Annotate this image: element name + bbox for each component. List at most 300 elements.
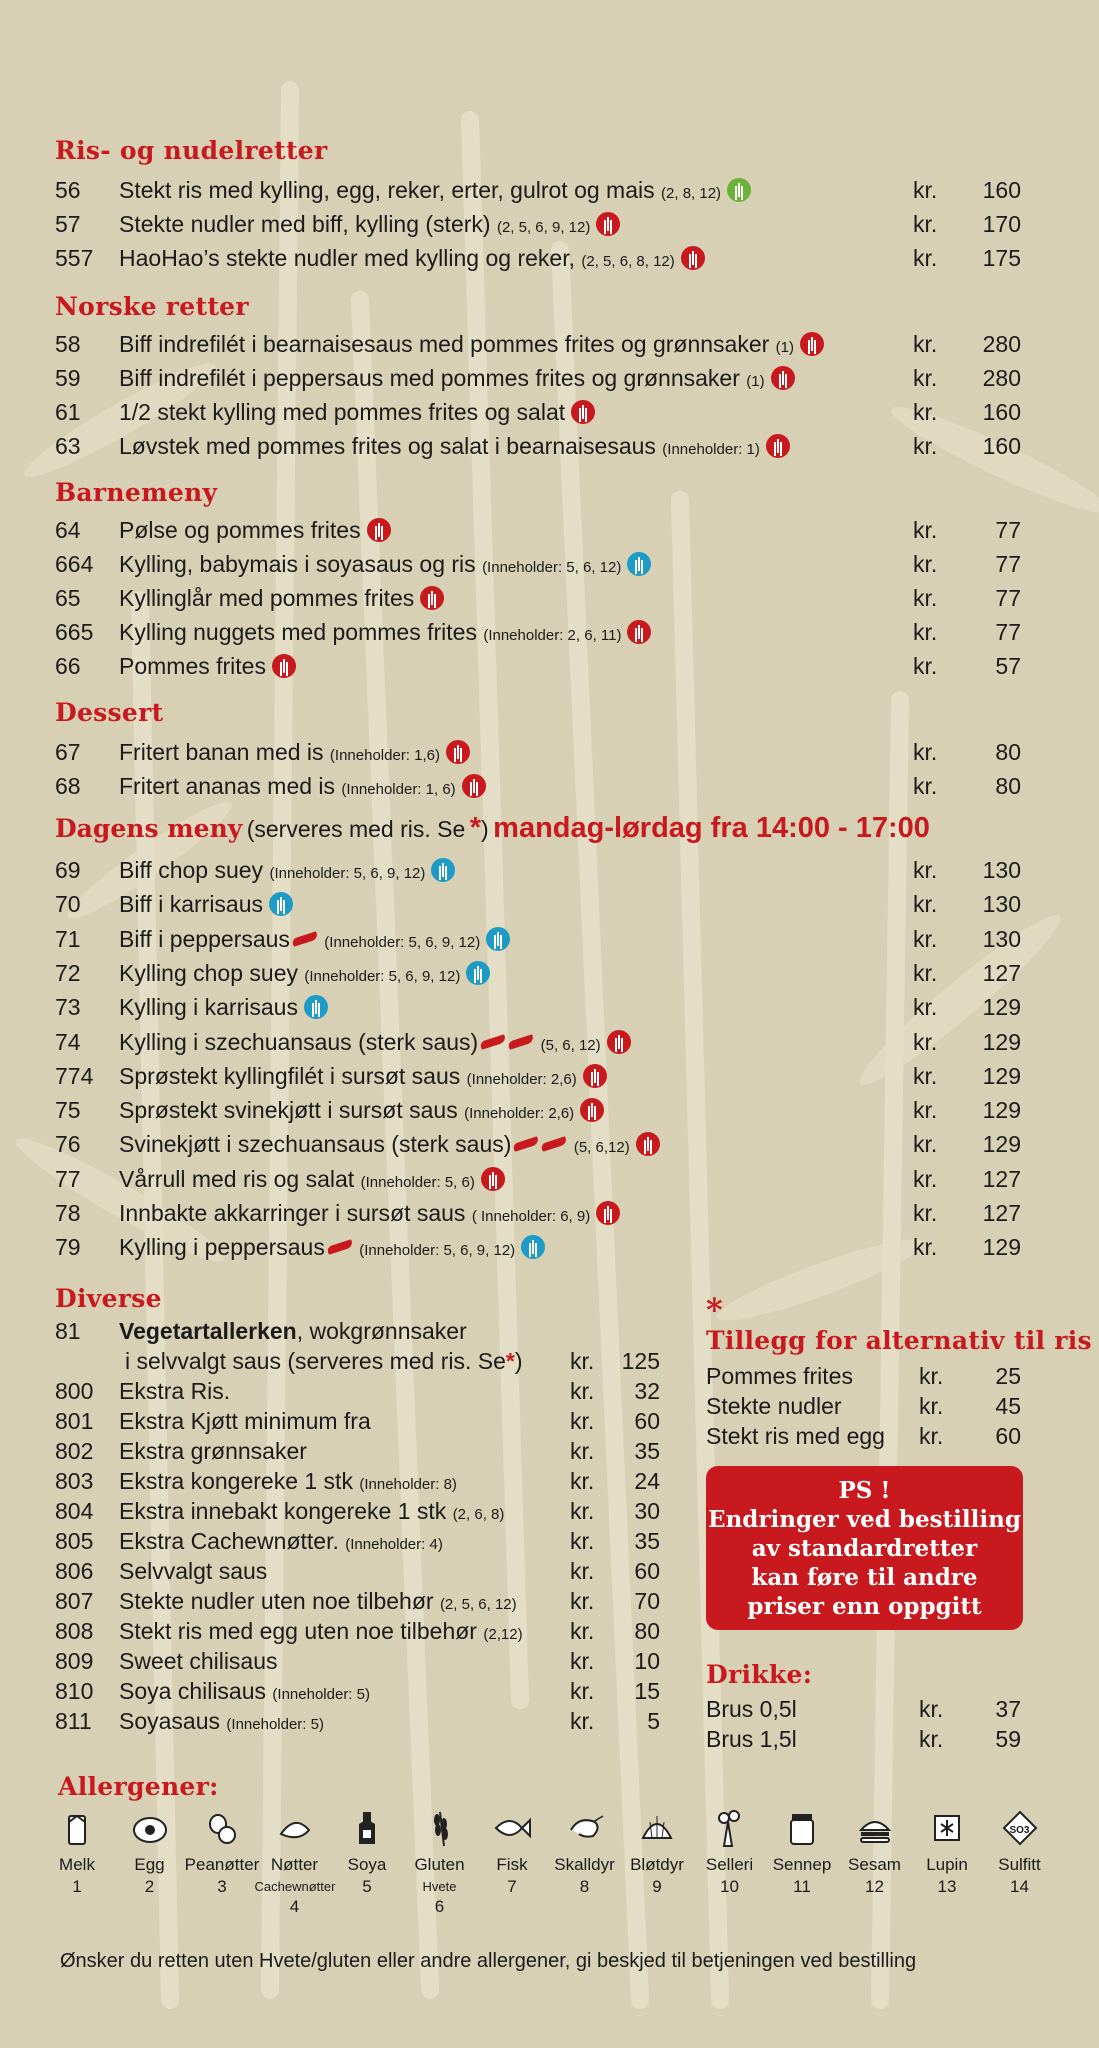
item-price: 160	[982, 433, 1021, 459]
currency-label: kr.	[913, 365, 938, 391]
currency-label: kr.	[570, 1438, 595, 1464]
item-name-group	[119, 395, 595, 429]
wheat-badge-icon	[636, 1132, 660, 1156]
allergen-subname: Hvete	[422, 1879, 457, 1894]
ps-line: PS !	[838, 1476, 891, 1504]
ps-line: Endringer ved bestilling	[708, 1505, 1021, 1533]
soy-bottle-icon	[347, 1808, 387, 1848]
currency-label: kr.	[570, 1648, 595, 1674]
menu-item-65	[55, 581, 1025, 615]
dagens-subtitle-end: )	[481, 816, 489, 842]
item-price: 59	[995, 1726, 1021, 1752]
allergen-note: (Inneholder: 1,6)	[329, 747, 440, 764]
menu-item-774	[55, 1059, 1025, 1093]
menu-item-806	[55, 1556, 665, 1586]
allergen-name: Skalldyr	[554, 1855, 615, 1874]
item-name: Ekstra innebakt kongereke 1 stk	[119, 1498, 447, 1524]
item-number: 64	[55, 517, 81, 543]
item-name-group	[119, 581, 444, 615]
allergen-name: Peanøtter	[184, 1855, 260, 1874]
item-price: 77	[995, 517, 1021, 543]
item-name-group	[119, 1376, 230, 1406]
item-name-group	[119, 1616, 523, 1650]
menu-item-76	[55, 1127, 1025, 1161]
item-number: 61	[55, 399, 81, 425]
item-name-group	[119, 241, 705, 279]
currency-label: kr.	[919, 1423, 944, 1449]
item-name: 1/2 stekt kylling med pommes frites og salat	[119, 399, 566, 425]
allergen-note: (Inneholder: 5, 6)	[360, 1173, 475, 1191]
item-number: 59	[55, 365, 81, 391]
currency-label: kr.	[913, 399, 938, 425]
menu-item-64	[55, 513, 1025, 547]
item-name-group	[119, 735, 470, 773]
chili-icon	[291, 931, 318, 947]
item-number: 56	[55, 177, 81, 203]
section-title-norske: Norske retter	[55, 292, 249, 321]
item-price: 130	[982, 857, 1021, 883]
currency-label: kr.	[570, 1528, 595, 1554]
item-price: 80	[634, 1618, 660, 1644]
currency-label: kr.	[570, 1678, 595, 1704]
item-name-group	[119, 207, 620, 245]
dagens-time: mandag-lørdag fra 14:00 - 17:00	[493, 812, 930, 844]
allergen-number: 12	[865, 1877, 884, 1896]
allergen-nøtter	[255, 1808, 335, 1918]
item-name: Brus 0,5l	[706, 1696, 797, 1722]
currency-label: kr.	[913, 211, 938, 237]
allergen-note: (Inneholder: 5, 6, 9, 12)	[269, 865, 426, 882]
item-name: HaoHao’s stekte nudler med kylling og reker,	[119, 245, 575, 271]
item-name: Stekt ris med egg	[706, 1423, 885, 1449]
item-price: 15	[634, 1678, 660, 1704]
item-name-group	[119, 1162, 505, 1200]
item-name-group	[119, 1646, 278, 1676]
item-name-group	[119, 1556, 267, 1586]
item-number: 66	[55, 653, 81, 679]
currency-label: kr.	[919, 1726, 944, 1752]
item-name-group	[119, 1230, 545, 1268]
item-number: 810	[55, 1678, 94, 1704]
item-name: Biff indrefilét i bearnaisesaus med pommes frites og grønnsaker	[119, 331, 770, 357]
allergen-name: Lupin	[926, 1855, 968, 1874]
menu-item-70	[55, 887, 1025, 921]
allergen-note: (2,12)	[483, 1626, 523, 1643]
menu-item-77	[55, 1162, 1025, 1196]
allergen-gluten	[400, 1808, 480, 1918]
allergen-number: 2	[144, 1877, 155, 1896]
drikke-item	[706, 1694, 1021, 1724]
wheat-badge-icon	[481, 1167, 505, 1191]
item-name-group	[119, 1196, 620, 1234]
allergen-name: Soya	[347, 1855, 387, 1874]
currency-label: kr.	[913, 994, 938, 1021]
section-title-dagens: Dagens meny	[55, 814, 243, 843]
item-name: Sprøstekt svinekjøtt i sursøt saus	[119, 1097, 458, 1124]
item-name: Stekte nudler	[706, 1393, 842, 1419]
tillegg-item	[706, 1421, 1021, 1451]
item-name-group	[119, 1093, 604, 1131]
allergy-footer-note: Ønsker du retten uten Hvete/gluten eller andre allergener, gi beskjed til betjeningen ved bestilling	[60, 1950, 917, 1972]
item-name: Pølse og pommes frites	[119, 517, 361, 543]
currency-label: kr.	[913, 925, 938, 952]
item-description	[125, 1346, 523, 1376]
item-number: 63	[55, 433, 81, 459]
item-name-group	[119, 1436, 307, 1466]
allergen-number: 7	[507, 1877, 517, 1896]
item-name: Stekte nudler med biff, kylling (sterk)	[119, 211, 491, 237]
item-price: 127	[982, 959, 1021, 986]
item-name-group	[119, 1059, 607, 1097]
item-name: Kylling, babymais i soyasaus og ris	[119, 551, 476, 577]
item-name-group	[119, 547, 651, 585]
menu-item-802	[55, 1436, 665, 1466]
shrimp-icon	[565, 1808, 605, 1848]
item-name: Ekstra grønnsaker	[119, 1438, 307, 1464]
currency-label: kr.	[570, 1498, 595, 1524]
item-description-close: )	[514, 1348, 523, 1374]
peanut-icon	[202, 1808, 242, 1848]
item-number: 811	[55, 1708, 92, 1734]
item-number: 557	[55, 245, 94, 271]
item-name: Ekstra Ris.	[119, 1378, 231, 1404]
item-price: 60	[634, 1558, 660, 1584]
allergen-note: (Inneholder: 5, 6, 9, 12)	[324, 933, 481, 951]
sulfite-icon-label: SO3	[1009, 1825, 1030, 1836]
item-name-group	[119, 173, 751, 211]
currency-label: kr.	[913, 177, 938, 203]
allergen-skalldyr	[545, 1808, 625, 1898]
wheat-badge-icon	[269, 892, 293, 916]
item-name-group	[119, 513, 391, 547]
item-name: Kylling nuggets med pommes frites	[119, 619, 477, 645]
item-price: 30	[634, 1498, 660, 1524]
item-name-group	[119, 1526, 443, 1560]
wheat-badge-icon	[771, 366, 795, 390]
ps-line: priser enn oppgitt	[747, 1592, 982, 1620]
allergen-sesam	[835, 1808, 915, 1898]
item-number: 68	[55, 773, 81, 799]
item-price: 129	[982, 1234, 1021, 1261]
item-price: 127	[982, 1165, 1021, 1192]
wheat-badge-icon	[627, 552, 651, 576]
allergen-note: (2, 6, 8)	[452, 1506, 505, 1523]
currency-label: kr.	[919, 1393, 944, 1419]
item-number: 79	[55, 1234, 81, 1261]
wheat-badge-icon	[766, 434, 790, 458]
item-name: Ekstra Cachewnøtter.	[119, 1528, 339, 1554]
item-description-text: i selvvalgt saus (serveres med ris. Se	[125, 1348, 506, 1374]
allergen-number: 1	[72, 1877, 82, 1896]
item-name	[119, 1316, 467, 1346]
section-title-tillegg: Tillegg for alternativ til ris	[706, 1326, 1092, 1355]
allergen-number: 8	[579, 1877, 590, 1896]
allergen-subname: Cachewnøtter	[254, 1879, 336, 1894]
item-number: 801	[55, 1408, 94, 1434]
allergen-number: 6	[434, 1897, 445, 1916]
item-name: Biff indrefilét i peppersaus med pommes frites og grønnsaker	[119, 365, 740, 391]
allergen-selleri	[690, 1808, 770, 1898]
allergen-name: Gluten	[414, 1855, 465, 1874]
item-name: Kyllinglår med pommes frites	[119, 585, 415, 611]
currency-label: kr.	[570, 1618, 595, 1644]
menu-item-66	[55, 649, 1025, 683]
currency-label: kr.	[913, 959, 938, 986]
item-name: Pommes frites	[119, 653, 266, 679]
menu-item-58	[55, 327, 1025, 361]
item-name: Stekt ris med kylling, egg, reker, erter, gulrot og mais	[119, 177, 655, 203]
menu-item-664	[55, 547, 1025, 581]
item-price: 130	[982, 925, 1021, 952]
currency-label: kr.	[919, 1363, 944, 1389]
tillegg-item	[706, 1361, 1021, 1391]
allergen-note: (2, 5, 6, 9, 12)	[496, 219, 591, 236]
currency-label: kr.	[913, 1062, 938, 1089]
menu-item-61	[55, 395, 1025, 429]
allergen-note: (Inneholder: 1)	[662, 441, 760, 458]
allergen-name: Bløtdyr	[630, 1855, 684, 1874]
item-name-group	[119, 327, 824, 365]
item-number: 67	[55, 739, 81, 765]
item-price: 37	[995, 1696, 1021, 1722]
item-name: Stekte nudler uten noe tilbehør	[119, 1588, 434, 1614]
allergen-number: 10	[720, 1877, 739, 1896]
item-price: 129	[982, 1028, 1021, 1055]
allergen-note: (Inneholder: 5, 6, 9, 12)	[304, 967, 461, 985]
menu-item-59	[55, 361, 1025, 395]
wheat-badge-icon	[420, 586, 444, 610]
shell-icon	[637, 1808, 677, 1848]
wheat-badge-icon	[596, 1201, 620, 1225]
menu-item-810	[55, 1676, 665, 1706]
item-name: Løvstek med pommes frites og salat i bearnaisesaus	[119, 433, 656, 459]
currency-label: kr.	[913, 585, 938, 611]
item-number: 72	[55, 959, 81, 986]
item-name: Ekstra kongereke 1 stk	[119, 1468, 353, 1494]
item-number: 774	[55, 1062, 94, 1089]
chili-icon	[508, 1034, 535, 1050]
wheat-badge-icon	[521, 1235, 545, 1259]
allergen-sennep	[762, 1808, 842, 1898]
wheat-badge-icon	[486, 927, 510, 951]
item-price: 35	[634, 1528, 660, 1554]
currency-label: kr.	[913, 653, 938, 679]
item-number: 74	[55, 1028, 81, 1055]
dagens-subtitle: (serveres med ris. Se	[246, 816, 466, 842]
item-name-group	[119, 1025, 631, 1063]
ps-line: av standardretter	[751, 1534, 978, 1562]
wheat-badge-icon	[596, 212, 620, 236]
item-price: 280	[982, 331, 1021, 357]
allergen-soya	[327, 1808, 407, 1898]
allergen-melk	[37, 1808, 117, 1898]
item-name: Biff chop suey	[119, 857, 264, 883]
milk-carton-icon	[57, 1808, 97, 1848]
allergen-name: Egg	[134, 1855, 165, 1874]
item-price: 5	[647, 1708, 660, 1734]
currency-label: kr.	[913, 1131, 938, 1158]
wheat-badge-icon	[727, 178, 751, 202]
item-name-rest: , wokgrønnsaker	[296, 1318, 467, 1344]
item-number: 806	[55, 1558, 94, 1584]
currency-label: kr.	[913, 739, 938, 765]
currency-label: kr.	[913, 1165, 938, 1192]
egg-icon	[130, 1808, 170, 1848]
item-price: 160	[982, 177, 1021, 203]
menu-item-81	[55, 1316, 665, 1346]
item-name-group	[119, 1676, 370, 1710]
item-name: Biff i peppersaus	[119, 925, 290, 952]
wheat-badge-icon	[367, 518, 391, 542]
menu-item-74	[55, 1025, 1025, 1059]
menu-item-79	[55, 1230, 1025, 1264]
allergen-note: (Inneholder: 2,6)	[466, 1070, 577, 1088]
wheat-badge-icon	[272, 654, 296, 678]
item-name: Ekstra Kjøtt minimum fra	[119, 1408, 371, 1434]
menu-item-71	[55, 922, 1025, 956]
chili-icon	[513, 1137, 540, 1153]
item-number: 70	[55, 891, 81, 918]
item-name-group	[119, 1706, 324, 1740]
menu-item-557	[55, 241, 1025, 275]
item-name: Kylling i szechuansaus (sterk saus)	[119, 1028, 479, 1055]
item-price: 280	[982, 365, 1021, 391]
menu-item-56	[55, 173, 1025, 207]
currency-label: kr.	[570, 1468, 595, 1494]
menu-item-665	[55, 615, 1025, 649]
item-number: 69	[55, 857, 81, 883]
item-number: 809	[55, 1648, 94, 1674]
allergen-number: 5	[362, 1877, 372, 1896]
star-marker: *	[706, 1291, 724, 1329]
item-price: 24	[634, 1468, 660, 1494]
item-name-group	[119, 853, 455, 891]
item-name-group	[119, 649, 296, 683]
menu-item-800	[55, 1376, 665, 1406]
item-number: 57	[55, 211, 81, 237]
nuts-icon	[275, 1808, 315, 1848]
currency-label: kr.	[913, 619, 938, 645]
item-price: 10	[634, 1648, 660, 1674]
section-title-diverse: Diverse	[55, 1284, 162, 1313]
wheat-badge-icon	[466, 961, 490, 985]
item-number: 65	[55, 585, 81, 611]
item-name-group	[119, 990, 328, 1024]
allergen-bløtdyr	[617, 1808, 697, 1898]
item-number: 802	[55, 1438, 94, 1464]
drikke-item	[706, 1724, 1021, 1754]
currency-label: kr.	[913, 857, 938, 883]
menu-item-69	[55, 853, 1025, 887]
item-price: 77	[995, 619, 1021, 645]
currency-label: kr.	[913, 1097, 938, 1124]
item-price: 80	[995, 739, 1021, 765]
menu-item-809	[55, 1646, 665, 1676]
item-name-group	[119, 429, 790, 467]
celery-icon	[710, 1808, 750, 1848]
section-title-barnemeny: Barnemeny	[55, 478, 218, 507]
item-price: 80	[995, 773, 1021, 799]
item-number: 76	[55, 1131, 81, 1158]
menu-item-808	[55, 1616, 665, 1646]
wheat-badge-icon	[446, 740, 470, 764]
currency-label: kr.	[570, 1558, 595, 1584]
item-name: Sweet chilisaus	[119, 1648, 278, 1674]
section-title-allergener: Allergener:	[58, 1772, 219, 1801]
section-title-dessert: Dessert	[55, 698, 164, 727]
allergen-note: (Inneholder: 5)	[272, 1686, 370, 1703]
currency-label: kr.	[913, 1028, 938, 1055]
item-number: 664	[55, 551, 94, 577]
item-name-group	[119, 361, 795, 399]
allergen-note: (Inneholder: 5, 6, 12)	[482, 559, 622, 576]
currency-label: kr.	[913, 245, 938, 271]
item-name: Soyasaus	[119, 1708, 221, 1734]
item-number: 77	[55, 1165, 81, 1192]
item-name-group	[119, 1127, 660, 1165]
currency-label: kr.	[570, 1348, 595, 1374]
currency-label: kr.	[913, 433, 938, 459]
allergen-fisk	[472, 1808, 552, 1898]
allergen-name: Melk	[59, 1855, 95, 1874]
item-name: Svinekjøtt i szechuansaus (sterk saus)	[119, 1131, 512, 1158]
item-number: 808	[55, 1618, 94, 1644]
currency-label: kr.	[570, 1378, 595, 1404]
item-name: Kylling chop suey	[119, 959, 298, 986]
dagens-meny-header	[55, 812, 930, 845]
allergen-name: Sulfitt	[998, 1855, 1041, 1874]
allergen-number: 13	[937, 1877, 957, 1896]
item-price: 35	[634, 1438, 660, 1464]
sesame-bun-icon	[855, 1808, 895, 1848]
allergen-note: (2, 8, 12)	[661, 185, 722, 202]
menu-item-805	[55, 1526, 665, 1556]
item-name: Stekt ris med egg uten noe tilbehør	[119, 1618, 477, 1644]
currency-label: kr.	[913, 551, 938, 577]
item-name-group	[119, 1466, 457, 1500]
allergen-note: ( Inneholder: 6, 9)	[471, 1208, 591, 1225]
allergen-name: Selleri	[705, 1855, 754, 1874]
allergen-note: (5, 6, 12)	[540, 1036, 601, 1054]
allergen-sulfitt	[980, 1808, 1060, 1898]
section-title-ris: Ris- og nudelretter	[55, 136, 328, 165]
currency-label: kr.	[570, 1408, 595, 1434]
wheat-badge-icon	[607, 1030, 631, 1054]
item-name: Pommes frites	[706, 1363, 853, 1389]
currency-label: kr.	[913, 331, 938, 357]
allergen-number: 3	[217, 1877, 227, 1896]
item-name: Brus 1,5l	[706, 1726, 797, 1752]
item-name: Soya chilisaus	[119, 1678, 267, 1704]
allergen-note: (Inneholder: 5, 6, 9, 12)	[359, 1242, 516, 1260]
item-number: 81	[55, 1318, 81, 1344]
item-name-bold: Vegetartallerken	[119, 1318, 297, 1344]
item-price: 129	[982, 1062, 1021, 1089]
item-price: 77	[995, 551, 1021, 577]
menu-item-807	[55, 1586, 665, 1616]
menu-item-75	[55, 1093, 1025, 1127]
item-price: 125	[621, 1348, 660, 1374]
item-number: 71	[55, 925, 81, 952]
item-number: 807	[55, 1588, 94, 1614]
item-price: 130	[982, 891, 1021, 918]
allergen-note: (Inneholder: 1, 6)	[341, 781, 456, 798]
item-name: Kylling i karrisaus	[119, 994, 298, 1021]
item-name: Vårrull med ris og salat	[119, 1165, 355, 1192]
menu-item-811	[55, 1706, 665, 1736]
allergen-name: Nøtter	[270, 1855, 319, 1874]
allergen-note: (2, 5, 6, 8, 12)	[581, 253, 675, 270]
